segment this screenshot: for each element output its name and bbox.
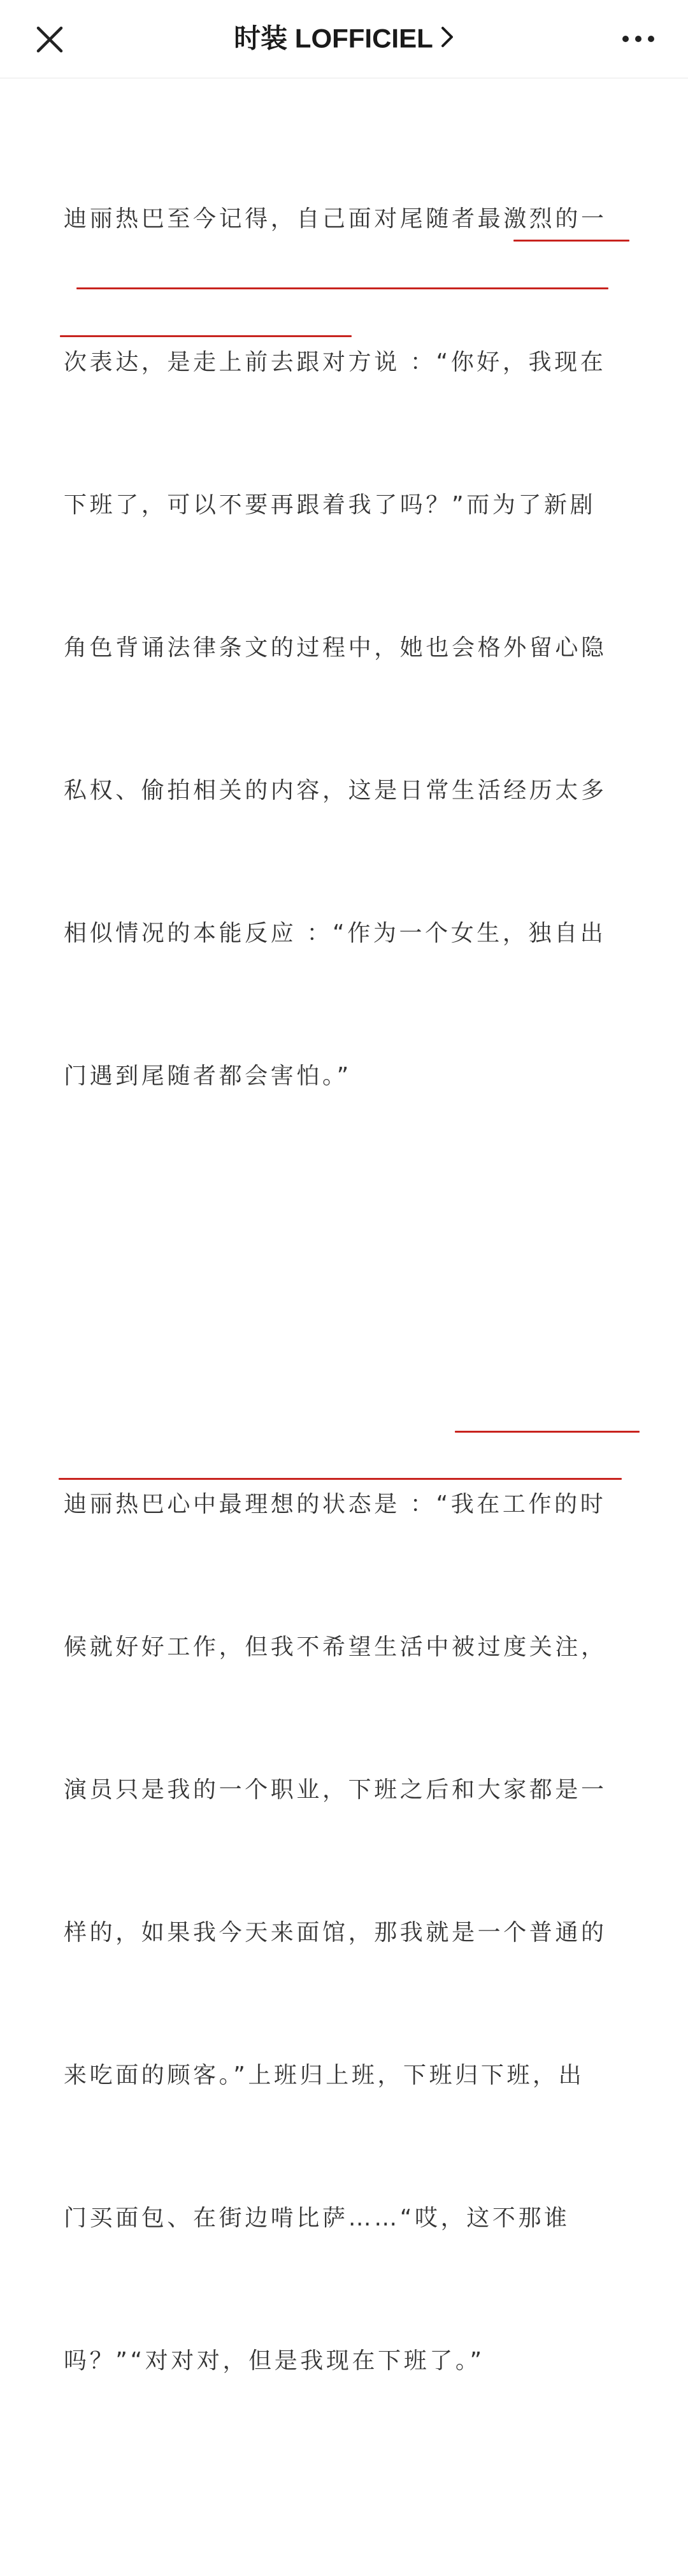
text-line: 演员只是我的一个职业，下班之后和大家都是一 bbox=[64, 1776, 607, 1803]
highlight-underline bbox=[455, 1431, 640, 1433]
account-title-area bbox=[0, 19, 688, 57]
text-line: 门遇到尾随者都会害怕。” bbox=[64, 1062, 352, 1089]
text-line: 次表达，是走上前去跟对方说 ：“你好，我现在 bbox=[64, 349, 606, 375]
highlight-underline bbox=[76, 287, 608, 289]
paragraph-1 bbox=[64, 101, 631, 1338]
more-button[interactable] bbox=[620, 29, 656, 48]
article-body bbox=[64, 101, 631, 2576]
text-line: 候就好好工作，但我不希望生活中被过度关注， bbox=[64, 1633, 607, 1660]
text-line: 来吃面的顾客。”上班归上班，下班归下班，出 bbox=[64, 2062, 585, 2088]
paragraph-2 bbox=[64, 1386, 631, 2575]
text-line: 私权、偷拍相关的内容，这是日常生活经历太多 bbox=[64, 777, 607, 804]
more-icon bbox=[620, 29, 656, 48]
account-title[interactable]: 时装 LOFFICIEL bbox=[234, 23, 433, 54]
text-line: 相似情况的本能反应 ：“作为一个女生，独自出 bbox=[64, 920, 606, 946]
top-navigation-bar bbox=[0, 0, 688, 78]
text-line: 迪丽热巴心中最理想的状态是 ：“我在工作的时 bbox=[64, 1491, 606, 1517]
highlight-underline bbox=[60, 335, 352, 337]
text-line: 迪丽热巴至今记得，自己面对尾随者最激烈的一 bbox=[64, 206, 607, 233]
chevron-right-icon[interactable] bbox=[440, 25, 454, 48]
text-line: 下班了，可以不要再跟着我了吗？”而为了新剧 bbox=[64, 491, 596, 518]
text-line: 吗？”“对对对，但是我现在下班了。” bbox=[64, 2348, 485, 2375]
highlight-underline bbox=[59, 1478, 622, 1480]
text-line: 样的，如果我今天来面馆，那我就是一个普通的 bbox=[64, 1919, 607, 1946]
highlight-underline bbox=[513, 240, 629, 242]
text-line: 门买面包、在街边啃比萨……“哎，这不那谁 bbox=[64, 2205, 570, 2232]
text-line: 角色背诵法律条文的过程中，她也会格外留心隐 bbox=[64, 634, 607, 661]
